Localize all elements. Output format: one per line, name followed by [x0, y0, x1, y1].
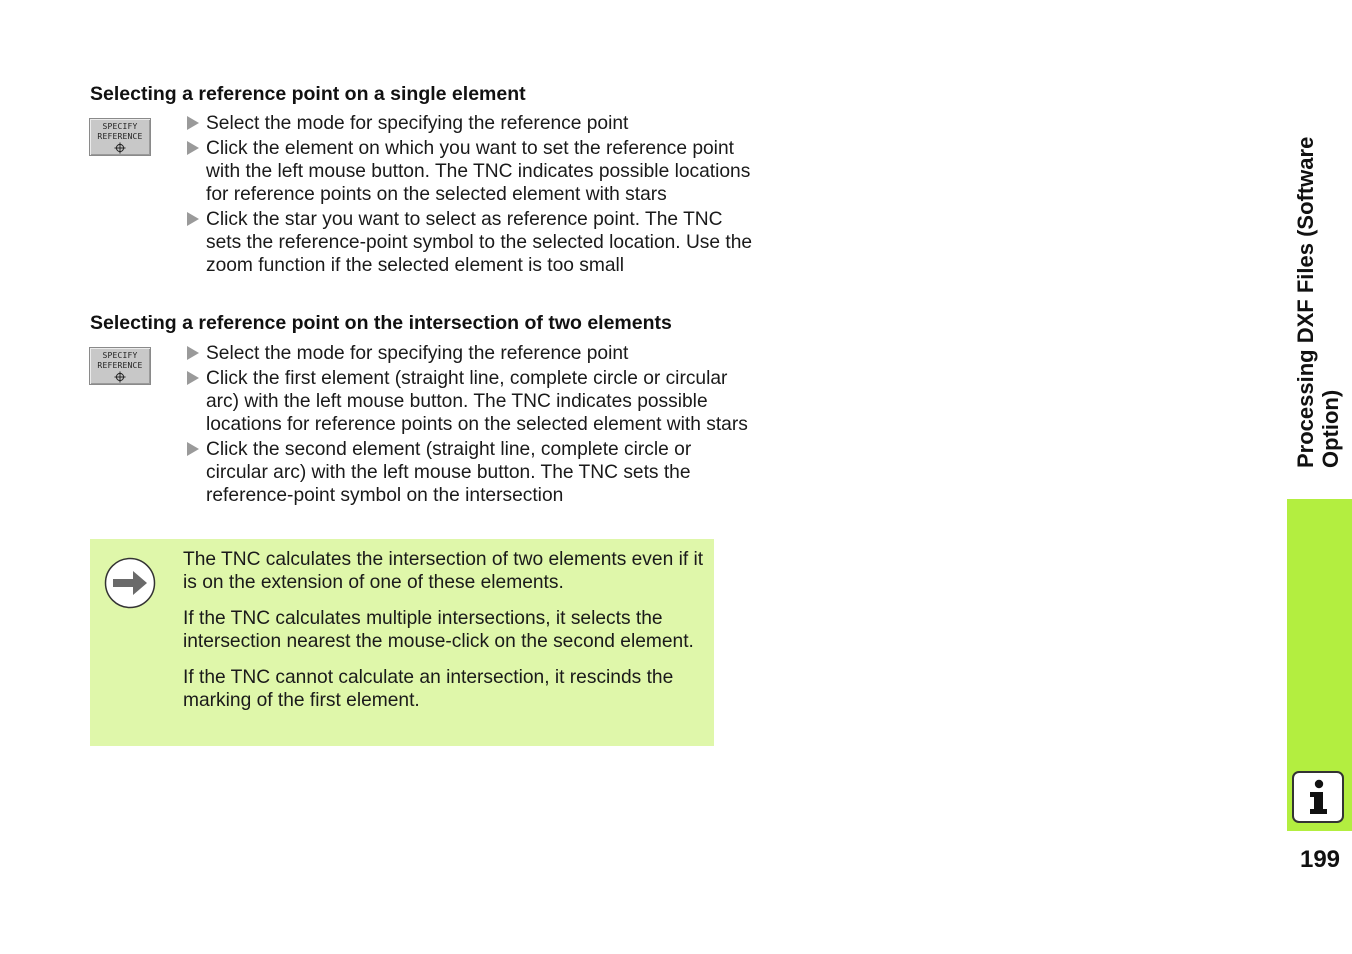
- note-box: [90, 539, 714, 746]
- steps-list-intersection: [186, 342, 756, 509]
- list-item: Click the element on which you want to set the reference point with the left mouse button. The TNC indicates possible locations for reference points on the selected element with stars: [186, 137, 756, 206]
- softkey-label-line2: REFERENCE: [97, 361, 143, 370]
- list-item: Click the star you want to select as reference point. The TNC sets the reference-point symbol to the selected location. Use the zoom function if the selected element is too small: [186, 208, 756, 277]
- list-item: Click the first element (straight line, complete circle or circular arc) with the left mouse button. The TNC indicates possible locations for reference points on the selected element with stars: [186, 367, 756, 436]
- list-item: Select the mode for specifying the reference point: [186, 342, 756, 365]
- section-heading-intersection: Selecting a reference point on the intersection of two elements: [90, 312, 672, 334]
- crosshair-icon: [114, 142, 126, 154]
- note-text: [183, 548, 705, 725]
- softkey-label-line1: SPECIFY: [102, 122, 138, 131]
- step-arrow-icon: [187, 116, 199, 130]
- list-item: Select the mode for specifying the reference point: [186, 112, 756, 135]
- softkey-label-line2: REFERENCE: [97, 132, 143, 141]
- step-arrow-icon: [187, 346, 199, 360]
- specify-reference-softkey[interactable]: [89, 347, 151, 385]
- page-number: 199: [1299, 846, 1341, 873]
- list-item: Click the second element (straight line, complete circle or circular arc) with the left mouse button. The TNC sets the reference-point symbol on the intersection: [186, 438, 756, 507]
- step-arrow-icon: [187, 212, 199, 226]
- chapter-title: Processing DXF Files (Software Option): [1293, 136, 1343, 468]
- arrow-right-circle-icon: [104, 557, 156, 609]
- softkey-label-line1: SPECIFY: [102, 351, 138, 360]
- note-paragraph: If the TNC cannot calculate an intersection, it rescinds the marking of the first element.: [183, 667, 674, 711]
- note-paragraph: The TNC calculates the intersection of two elements even if it is on the extension of one of these elements.: [183, 549, 704, 593]
- specify-reference-softkey[interactable]: [89, 118, 151, 156]
- note-paragraph: If the TNC calculates multiple intersections, it selects the intersection nearest the mouse-click on the second element.: [183, 608, 694, 652]
- info-icon: [1292, 771, 1344, 823]
- section-heading-single-element: Selecting a reference point on a single element: [90, 83, 526, 105]
- crosshair-icon: [114, 371, 126, 383]
- step-arrow-icon: [187, 442, 199, 456]
- step-arrow-icon: [187, 141, 199, 155]
- step-arrow-icon: [187, 371, 199, 385]
- steps-list-single-element: [186, 112, 756, 279]
